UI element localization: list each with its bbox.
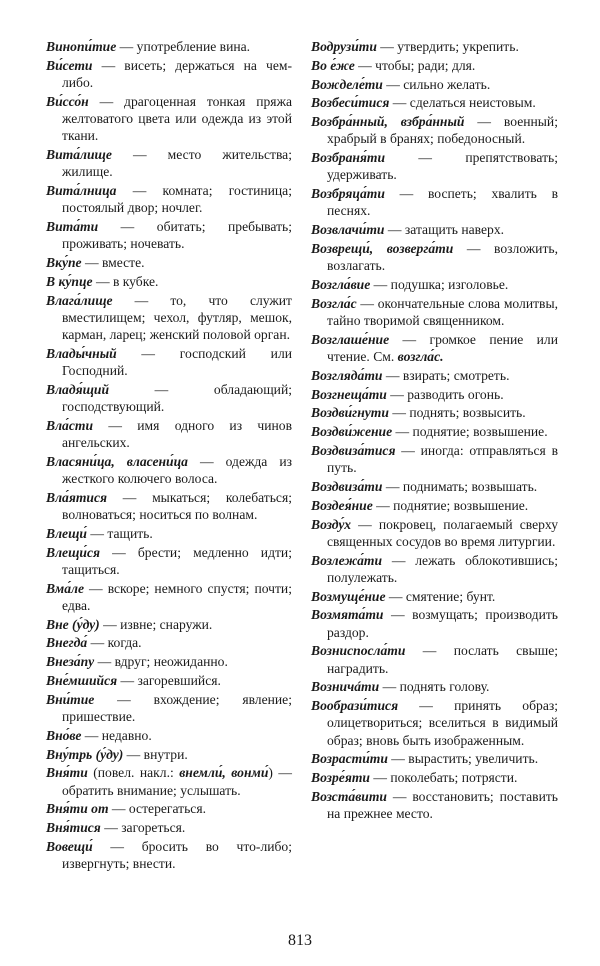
entry-term: Вне (у́ду)	[46, 616, 100, 632]
dictionary-entry	[46, 182, 292, 216]
entry-definition: — поколебать; потрясти.	[369, 770, 518, 786]
dictionary-entry	[46, 146, 292, 180]
dictionary-entry	[311, 678, 558, 695]
dictionary-entry	[311, 642, 558, 676]
dictionary-entry	[311, 788, 558, 822]
entry-definition: — сделаться неистовым.	[389, 95, 536, 111]
dictionary-entry	[46, 525, 292, 542]
entry-definition: (повел. накл.:	[87, 765, 180, 781]
dictionary-entry	[46, 38, 292, 55]
entry-term: Вожделе́ти	[311, 76, 383, 92]
entry-term: Воздви́гнути	[311, 405, 389, 421]
entry-term: Влады́чный	[46, 345, 117, 361]
dictionary-entry	[46, 764, 292, 798]
entry-term: Возрасти́ти	[311, 751, 388, 767]
entry-definition: — разводить огонь.	[386, 386, 504, 402]
entry-term: Винопи́тие	[46, 39, 117, 54]
entry-definition: ) — обратить внимание; услышать.	[62, 765, 292, 798]
entry-definition: — чтобы; ради; для.	[354, 57, 476, 73]
entry-definition: — имя одного из чинов ангельских.	[62, 417, 292, 450]
entry-definition: — драгоценная тонкая пряжа желтоватого цвета или одежда из этой ткани.	[62, 93, 292, 144]
dictionary-entry	[311, 331, 558, 365]
entry-definition: — громкое пение или чтение. См.	[327, 331, 558, 364]
entry-definition: — господский или Господний.	[62, 345, 292, 378]
entry-term: Возврещи́, возверга́ти	[311, 240, 454, 256]
dictionary-entry	[46, 453, 292, 487]
entry-definition: — утвердить; укрепить.	[376, 39, 519, 54]
entry-definition: — обладающий; господствующий.	[62, 381, 292, 414]
dictionary-entry	[311, 76, 558, 93]
dictionary-entry	[311, 185, 558, 219]
entry-definition: — извне; снаружи.	[99, 616, 213, 632]
entry-definition: — поднимать; возвышать.	[382, 478, 538, 494]
entry-term: Ви́ссо́н	[46, 93, 89, 109]
entry-term: Вла́сти	[46, 417, 94, 433]
dictionary-entry	[46, 580, 292, 614]
dictionary-entry	[311, 606, 558, 640]
dictionary-entry	[46, 292, 292, 344]
dictionary-entry	[311, 478, 558, 495]
entry-term: Возглаше́ние	[311, 331, 390, 347]
dictionary-entry	[311, 57, 558, 74]
dictionary-entry	[311, 295, 558, 329]
dictionary-entry	[46, 653, 292, 670]
entry-term: Внеза́пу	[46, 654, 95, 670]
entry-term: Возбра́нный, взбра́нный	[311, 114, 465, 130]
dictionary-entry	[311, 149, 558, 183]
entry-definition: — сильно желать.	[382, 76, 491, 92]
entry-term: Воздви́жение	[311, 424, 393, 440]
entry-definition: — лежать облокотившись; полулежать.	[327, 552, 558, 585]
dictionary-entry	[311, 404, 558, 421]
entry-definition: — возложить, возлагать.	[327, 240, 558, 274]
entry-cross-reference: возгла́с.	[397, 348, 444, 364]
entry-term: В ку́пце	[46, 273, 93, 289]
dictionary-column-left	[46, 38, 292, 874]
dictionary-entry	[311, 516, 558, 550]
entry-definition: — смятение; бунт.	[385, 588, 496, 604]
entry-term: Вита́ти	[46, 219, 99, 234]
entry-term: Возгляда́ти	[311, 367, 383, 383]
entry-definition: — воспеть; хвалить в песнях.	[327, 186, 558, 219]
entry-definition: — недавно.	[81, 727, 152, 743]
entry-definition: — взирать; смотреть.	[382, 367, 510, 383]
entry-definition: — комната; гостиница; постоялый двор; ночлег.	[62, 183, 292, 216]
entry-term: Возгла́вие	[311, 276, 371, 292]
entry-definition: — употребление вина.	[116, 39, 251, 54]
entry-definition: — место жительства; жилище.	[62, 147, 292, 180]
dictionary-entry	[46, 417, 292, 451]
dictionary-entry	[46, 838, 292, 872]
entry-term: Возниспосла́ти	[311, 643, 406, 659]
dictionary-entry	[311, 240, 558, 274]
entry-term: Возмуще́ние	[311, 588, 386, 604]
dictionary-entry	[311, 367, 558, 384]
entry-definition: — загоревшийся.	[117, 672, 221, 688]
entry-definition: — вырастить; увеличить.	[387, 751, 539, 767]
dictionary-entry	[46, 544, 292, 578]
dictionary-entry	[311, 276, 558, 293]
entry-term: Во е́же	[311, 57, 355, 73]
entry-term: Вку́пе	[46, 255, 82, 270]
dictionary-entry	[311, 552, 558, 586]
page-number: 813	[288, 932, 312, 949]
dictionary-entry	[46, 746, 292, 763]
entry-cross-reference: внемли́, вонми́	[179, 765, 269, 781]
dictionary-entry	[46, 819, 292, 836]
entry-term: Вну́трь (у́ду)	[46, 746, 124, 762]
entry-definition: — покровец, полагаемый сверху священных сосудов во время литургии.	[327, 516, 558, 549]
dictionary-entry	[311, 697, 558, 749]
entry-term: Вовещи́	[46, 838, 93, 854]
entry-definition: — вдруг; неожиданно.	[94, 654, 228, 670]
entry-term: Возничáти	[311, 679, 380, 695]
dictionary-entry	[311, 423, 558, 440]
entry-definition: — военный; храбрый в бранях; победоносный.	[327, 114, 558, 147]
entry-definition: — когда.	[87, 635, 142, 651]
entry-term: Возста́вити	[311, 788, 387, 804]
dictionary-entry	[311, 497, 558, 514]
entry-term: Воздвиза́тися	[311, 442, 396, 458]
entry-definition: — затащить наверх.	[384, 222, 505, 238]
dictionary-entry	[46, 218, 292, 252]
dictionary-entry	[46, 634, 292, 651]
dictionary-entry	[311, 113, 558, 147]
entry-definition: — вхождение; явление; пришествие.	[62, 691, 292, 724]
entry-term: Вня́ти от	[46, 801, 109, 817]
entry-term: Владя́щий	[46, 381, 110, 397]
entry-term: Вита́лница	[46, 183, 117, 198]
entry-definition: — то, что служит вместилищем; чехол, футляр, мешок, карман, ларец; женский половой орган.	[62, 292, 292, 342]
entry-definition: — мыкаться; колебаться; волноваться; носиться по волнам.	[62, 489, 292, 522]
dictionary-entry	[46, 672, 292, 689]
entry-definition: — обитать; пребывать; проживать; ночевать.	[62, 219, 292, 252]
entry-definition: — восстановить; поставить на прежнее место.	[327, 788, 558, 822]
entry-term: Вни́тие	[46, 691, 95, 707]
entry-term: Вла́ятися	[46, 489, 108, 505]
entry-term: Власяни́ца, власени́ца	[46, 453, 188, 469]
entry-term: Возду́х	[311, 516, 352, 532]
entry-definition: — принять образ; олицетвориться; вселиться в видимый образ; вновь быть изображенным.	[327, 698, 558, 748]
entry-term: Возбеси́тися	[311, 95, 390, 111]
entry-term: Вне́мшийся	[46, 672, 118, 688]
entry-term: Воздея́ние	[311, 497, 373, 513]
entry-term: Возлежа́ти	[311, 552, 383, 568]
entry-definition: — поднятие; возвышение.	[372, 497, 529, 513]
entry-definition: — тащить.	[86, 525, 153, 541]
entry-term: Ви́сети	[46, 57, 93, 73]
dictionary-entry	[46, 489, 292, 523]
entry-term: Вно́ве	[46, 727, 82, 743]
dictionary-entry	[46, 800, 292, 817]
entry-term: Возбряца́ти	[311, 186, 385, 202]
entry-definition: — поднять; возвысить.	[388, 405, 526, 421]
dictionary-entry	[311, 750, 558, 767]
entry-definition: — бросить во что-либо; извергнуть; внести.	[62, 838, 292, 872]
entry-term: Возбраня́ти	[311, 150, 386, 166]
entry-term: Возре́яти	[311, 770, 370, 786]
dictionary-entry	[46, 93, 292, 145]
entry-definition: — вскоре; немного спустя; почти; едва.	[62, 580, 292, 613]
dictionary-entry	[46, 616, 292, 633]
dictionary-entry	[46, 381, 292, 415]
entry-definition: — в кубке.	[92, 273, 159, 289]
dictionary-entry	[46, 345, 292, 379]
dictionary-entry	[311, 769, 558, 786]
dictionary-entry	[46, 727, 292, 744]
entry-term: Влещи́ся	[46, 544, 100, 560]
entry-definition: — висеть; держаться на чем-либо.	[62, 57, 292, 90]
entry-term: Внегда́	[46, 635, 88, 651]
dictionary-column-right	[311, 38, 558, 824]
entry-term: Вня́ти	[46, 765, 88, 781]
entry-term: Влещи́	[46, 525, 87, 541]
entry-definition: — поднятие; возвышение.	[392, 424, 548, 440]
entry-term: Вита́лище	[46, 147, 112, 162]
dictionary-entry	[46, 691, 292, 725]
dictionary-entry	[311, 38, 558, 55]
entry-definition: — одежда из жесткого колючего волоса.	[62, 453, 292, 486]
entry-definition: — вместе.	[81, 255, 145, 270]
dictionary-entry	[311, 221, 558, 238]
dictionary-entry	[311, 588, 558, 605]
entry-term: Возгла́с	[311, 295, 357, 311]
dictionary-entry	[46, 57, 292, 91]
entry-term: Влага́лище	[46, 292, 113, 308]
entry-definition: — иногда: отправляться в путь.	[327, 442, 558, 476]
entry-term: Водрузи́ти	[311, 39, 377, 54]
entry-definition: — внутри.	[123, 746, 188, 762]
entry-definition: — подушка; изголовье.	[370, 276, 509, 292]
entry-term: Вня́тися	[46, 820, 101, 836]
dictionary-entry	[311, 94, 558, 111]
dictionary-entry	[311, 442, 558, 476]
entry-term: Возмята́ти	[311, 607, 384, 623]
dictionary-entry	[46, 254, 292, 271]
dictionary-entry	[46, 273, 292, 290]
entry-term: Возгнеща́ти	[311, 386, 387, 402]
entry-definition: — поднять голову.	[379, 679, 490, 695]
entry-definition: — брести; медленно идти; тащиться.	[62, 544, 292, 577]
entry-term: Возвлачи́ти	[311, 222, 385, 238]
entry-definition: — послать свыше; наградить.	[327, 643, 558, 676]
entry-term: Воздвиза́ти	[311, 478, 383, 494]
entry-definition: — препятствовать; удерживать.	[327, 150, 558, 183]
entry-definition: — окончательные слова молитвы, тайно творимой священником.	[327, 295, 558, 328]
entry-term: Вообрази́тися	[311, 698, 399, 714]
entry-definition: — возмущать; производить раздор.	[327, 607, 558, 640]
entry-term: Вма́ле	[46, 580, 85, 596]
dictionary-entry	[311, 386, 558, 403]
entry-definition: — остерегаться.	[108, 801, 206, 817]
entry-definition: — загореться.	[100, 820, 186, 836]
